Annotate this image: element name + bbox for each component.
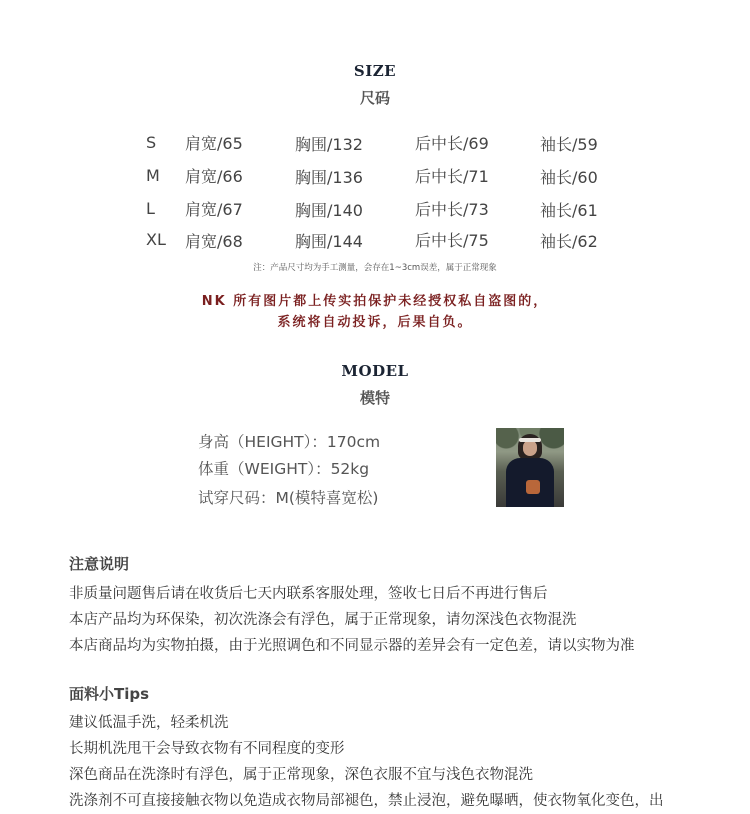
copyright-warning-line2: 系统将自动投诉，后果自负。 [277,315,473,330]
notice-line: 本店商品均为实物拍摄，由于光照调色和不同显示器的差异会有一定色差，请以实物为准 [69,638,635,654]
size-label: M [146,166,160,185]
chest-value: 胸围/136 [295,168,363,187]
chest-value: 胸围/144 [295,232,363,251]
length-value: 后中长/75 [415,231,489,250]
chest-value: 胸围/132 [295,135,363,154]
sleeve-value: 袖长/62 [540,232,598,251]
notice-line: 非质量问题售后请在收货后七天内联系客服处理，签收七日后不再进行售后 [69,586,548,602]
shoulder-value: 肩宽/68 [185,232,243,251]
model-title-en: MODEL [341,362,409,380]
length-value: 后中长/71 [415,167,489,186]
tips-line: 深色商品在洗涤时有浮色，属于正常现象，深色衣服不宜与浅色衣物混洗 [69,767,533,783]
length-value: 后中长/69 [415,134,489,153]
notice-line: 本店产品均为环保染，初次洗涤会有浮色，属于正常现象，请勿深浅色衣物混洗 [69,612,577,628]
tips-line: 长期机洗甩干会导致衣物有不同程度的变形 [69,741,345,757]
size-title-cn: 尺码 [359,89,390,107]
size-note: 注：产品尺寸均为手工测量，会存在1~3cm误差，属于正常现象 [253,263,497,273]
shoulder-value: 肩宽/67 [185,200,243,219]
length-value: 后中长/73 [415,200,489,219]
size-label: XL [146,230,166,249]
tips-heading: 面料小Tips [69,685,150,703]
copyright-warning-line1: NK 所有图片都上传实拍保护未经授权私自盗图的， [201,294,549,309]
model-weight: 体重（WEIGHT）：52kg [198,460,370,478]
notice-heading: 注意说明 [69,555,130,573]
shoulder-value: 肩宽/65 [185,134,243,153]
model-fit-size: 试穿尺码：M(模特喜宽松) [198,489,379,507]
tips-line: 洗涤剂不可直接接触衣物以免造成衣物局部褪色，禁止浸泡，避免曝晒，使衣物氧化变色，出 [69,793,664,809]
size-title-en: SIZE [353,62,397,80]
shoulder-value: 肩宽/66 [185,167,243,186]
sleeve-value: 袖长/61 [540,201,598,220]
chest-value: 胸围/140 [295,201,363,220]
size-label: L [146,199,155,218]
tips-line: 建议低温手洗，轻柔机洗 [69,715,229,731]
sleeve-value: 袖长/59 [540,135,598,154]
model-title-cn: 模特 [359,389,390,407]
sleeve-value: 袖长/60 [540,168,598,187]
model-height: 身高（HEIGHT）：170cm [198,433,381,451]
size-label: S [146,133,157,152]
model-photo [496,428,564,507]
